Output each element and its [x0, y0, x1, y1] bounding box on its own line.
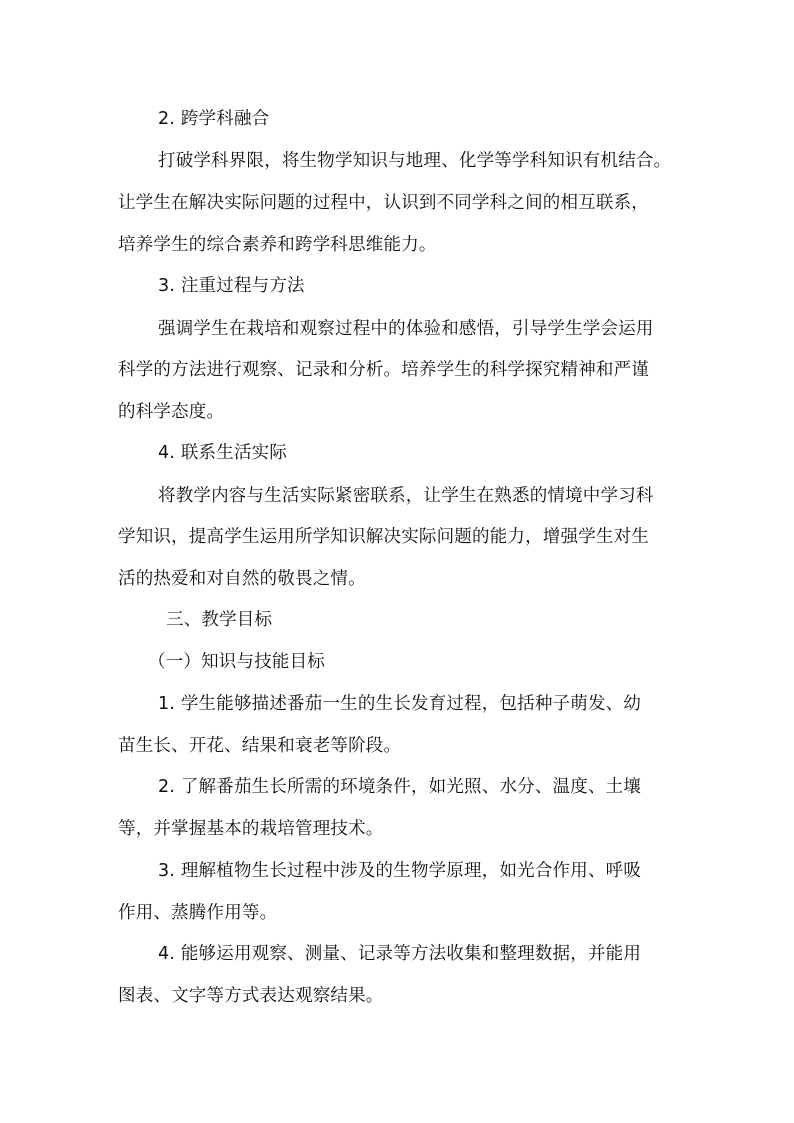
list-item-line: 1. 学生能够描述番茄一生的生长发育过程，包括种子萌发、幼	[158, 694, 642, 714]
heading-process-method: 3. 注重过程与方法	[158, 276, 305, 296]
paragraph-line: 将教学内容与生活实际紧密联系，让学生在熟悉的情境中学习科	[158, 486, 654, 506]
paragraph-line: 强调学生在栽培和观察过程中的体验和感悟，引导学生学会运用	[158, 319, 654, 339]
heading-interdisciplinary: 2. 跨学科融合	[158, 109, 270, 129]
list-item-line: 4. 能够运用观察、测量、记录等方法收集和整理数据，并能用	[158, 944, 642, 964]
paragraph-line: 学知识，提高学生运用所学知识解决实际问题的能力，增强学生对生	[118, 527, 649, 547]
paragraph-line: 培养学生的综合素养和跨学科思维能力。	[118, 235, 437, 255]
section-title-teaching-goals: 三、教学目标	[166, 610, 273, 630]
paragraph-line: 打破学科界限，将生物学知识与地理、化学等学科知识有机结合。	[158, 151, 672, 171]
list-item-line: 2. 了解番茄生长所需的环境条件，如光照、水分、温度、土壤	[158, 777, 642, 797]
paragraph-line: 科学的方法进行观察、记录和分析。培养学生的科学探究精神和严谨	[118, 360, 649, 380]
subsection-title-knowledge-skills: （一）知识与技能目标	[148, 652, 325, 672]
list-item-line: 等，并掌握基本的栽培管理技术。	[118, 819, 384, 839]
list-item-line: 作用、蒸腾作用等。	[118, 903, 278, 923]
heading-life-connection: 4. 联系生活实际	[158, 443, 288, 463]
paragraph-line: 让学生在解决实际问题的过程中，认识到不同学科之间的相互联系，	[118, 193, 649, 213]
paragraph-line: 的科学态度。	[118, 402, 225, 422]
list-item-line: 图表、文字等方式表达观察结果。	[118, 986, 384, 1006]
list-item-line: 3. 理解植物生长过程中涉及的生物学原理，如光合作用、呼吸	[158, 861, 642, 881]
paragraph-line: 活的热爱和对自然的敬畏之情。	[118, 569, 366, 589]
list-item-line: 苗生长、开花、结果和衰老等阶段。	[118, 736, 402, 756]
